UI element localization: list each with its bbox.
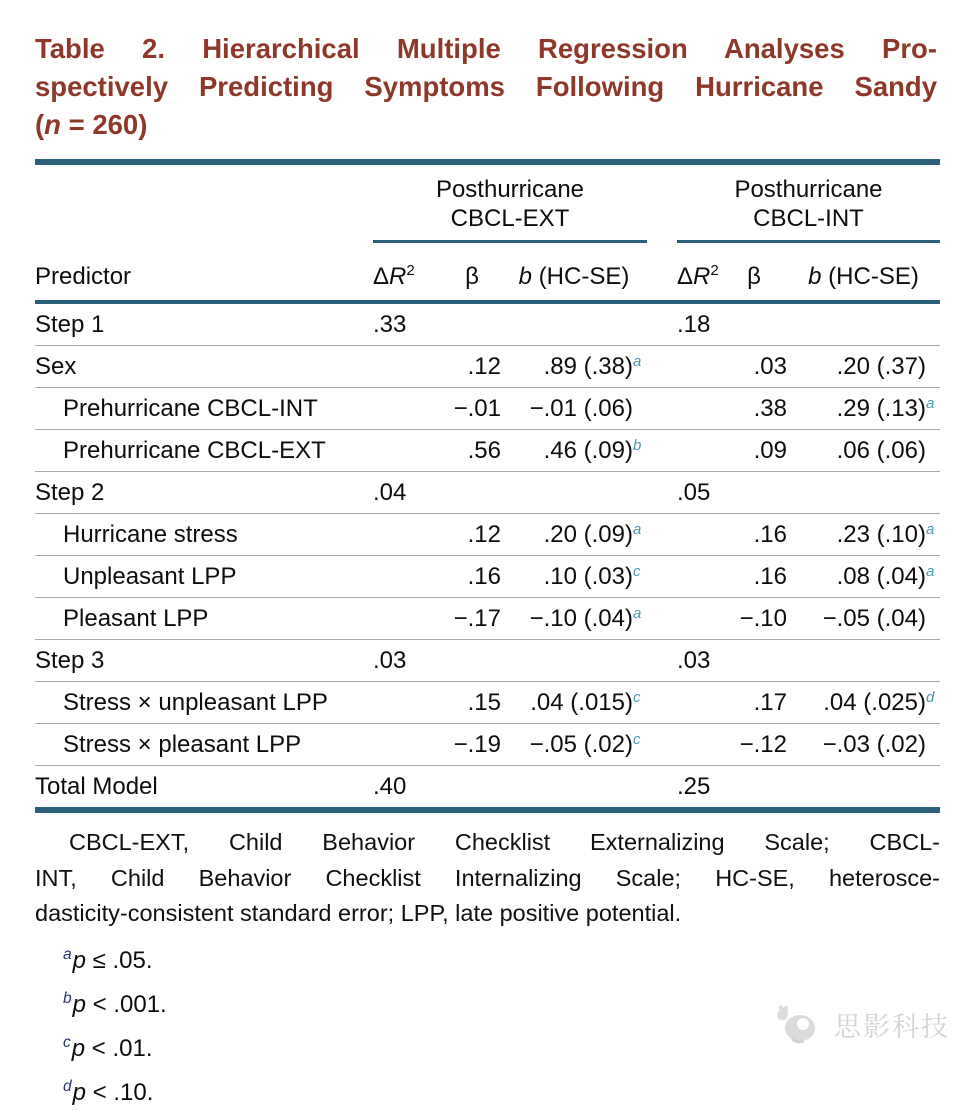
group-header-cbcl-int: Posthurricane CBCL-INT bbox=[677, 165, 940, 243]
spanner-empty-cell bbox=[35, 162, 373, 243]
sig-note-b: $^b$p < .001. bbox=[63, 989, 167, 1018]
table-row-step1: Step 1 .33 .18 bbox=[35, 310, 711, 338]
sig-note-a: $^a$p ≤ .05. bbox=[63, 945, 153, 974]
title-line-3: (n = 260) bbox=[35, 109, 148, 140]
header-delta-r2-int: $\Delta R^2$ bbox=[647, 243, 721, 302]
table-note bbox=[35, 825, 940, 932]
spanner-header-row bbox=[35, 162, 940, 243]
header-delta-r2-ext: $\Delta R^2$ bbox=[373, 243, 443, 302]
table-row-sex: Sex .12 .89 $(.38)^a$ .03 .20 (.37) bbox=[35, 346, 940, 388]
watermark-logo-icon bbox=[770, 1002, 828, 1046]
header-beta-ext: β bbox=[443, 243, 501, 302]
sig-note-c: $^c$p < .01. bbox=[63, 1033, 153, 1062]
table-row-stress-x-pleasant-lpp: Stress × pleasant LPP −.19 −.05 $(.02)^c$ −.12 −.03 (.02) bbox=[35, 724, 940, 766]
title-line-2: spectively Predicting Symptoms Following Hurricane Sandy bbox=[35, 71, 937, 102]
column-header-row bbox=[35, 243, 940, 302]
sample-size-variable: n bbox=[44, 109, 61, 140]
watermark bbox=[770, 1002, 950, 1046]
table-row-stress-x-unpleasant-lpp: Stress × unpleasant LPP .15 .04 $(.015)^c$ .17 .04 $(.025)^d$ bbox=[35, 682, 940, 724]
table-title bbox=[35, 30, 937, 144]
table-row-step2: Step 2 .04 .05 bbox=[35, 472, 940, 514]
title-line-1: Table 2. Hierarchical Multiple Regression Analyses Pro- bbox=[35, 33, 937, 64]
table-row-hurricane-stress: Hurricane stress .12 .20 $(.09)^a$ .16 .23 $(.10)^a$ bbox=[35, 514, 940, 556]
header-predictor: Predictor bbox=[35, 243, 373, 302]
group-header-cbcl-ext: Posthurricane CBCL-EXT bbox=[373, 165, 647, 243]
note-line-3: dasticity-consistent standard error; LPP, late positive potential. bbox=[35, 900, 682, 926]
regression-table bbox=[35, 159, 940, 813]
table-row-prehurricane-cbcl-int: Prehurricane CBCL-INT −.01 −.01 (.06) .38 .29 $(.13)^a$ bbox=[35, 388, 940, 430]
table-row-prehurricane-cbcl-ext: Prehurricane CBCL-EXT .56 .46 $(.09)^b$ .09 .06 (.06) bbox=[35, 430, 940, 472]
spanner-cell-cbcl-int bbox=[647, 162, 940, 243]
header-beta-int: β bbox=[721, 243, 787, 302]
note-line-2: INT, Child Behavior Checklist Internalizing Scale; HC-SE, heterosce- bbox=[35, 864, 940, 891]
note-line-1: CBCL-EXT, Child Behavior Checklist Externalizing Scale; CBCL- bbox=[69, 829, 940, 855]
spanner-cell-cbcl-ext bbox=[373, 162, 647, 243]
header-b-hcse-ext: b (HC-SE) bbox=[501, 243, 647, 302]
watermark-text: 思影科技 bbox=[834, 1011, 950, 1042]
table-row-unpleasant-lpp: Unpleasant LPP .16 .10 $(.03)^c$ .16 .08 $(.04)^a$ bbox=[35, 556, 940, 598]
header-b-hcse-int: b (HC-SE) bbox=[787, 243, 940, 302]
table-row-total-model: Total Model .40 .25 bbox=[35, 766, 940, 811]
sig-note-d: $^d$p < .10. bbox=[63, 1077, 154, 1106]
table-row-pleasant-lpp: Pleasant LPP −.17 −.10 $(.04)^a$ −.10 −.05 (.04) bbox=[35, 598, 940, 640]
table-row-step3: Step 3 .03 .03 bbox=[35, 640, 940, 682]
